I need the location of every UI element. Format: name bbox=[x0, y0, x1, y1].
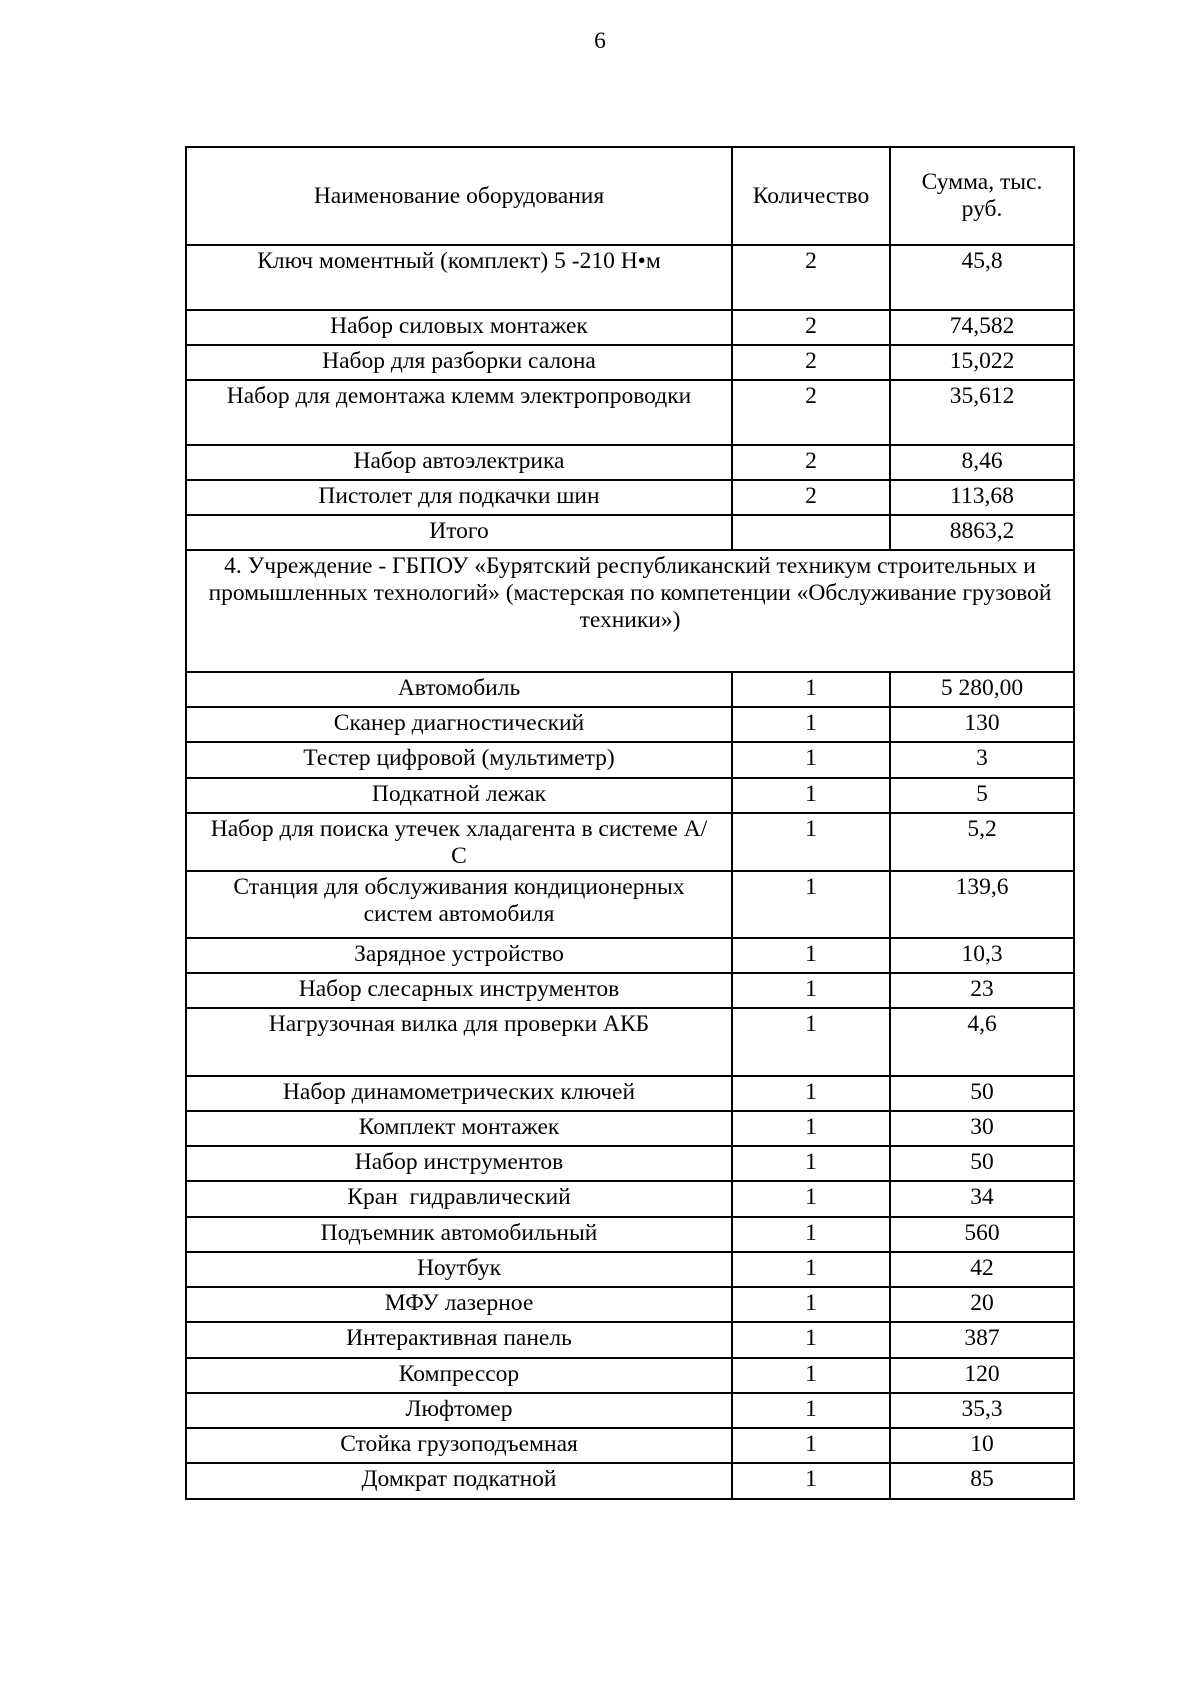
equipment-name-cell: Зарядное устройство bbox=[187, 939, 733, 974]
table-row bbox=[187, 1464, 1075, 1500]
table-row bbox=[187, 1147, 1075, 1182]
total-label: Итого bbox=[187, 516, 733, 551]
sum-cell: 50 bbox=[891, 1077, 1075, 1112]
sum-cell: 8,46 bbox=[891, 446, 1075, 481]
sum-cell: 35,3 bbox=[891, 1394, 1075, 1429]
quantity-cell: 1 bbox=[733, 743, 891, 779]
sum-cell: 10 bbox=[891, 1429, 1075, 1464]
quantity-cell: 1 bbox=[733, 1429, 891, 1464]
sum-cell: 130 bbox=[891, 708, 1075, 743]
table-row bbox=[187, 1182, 1075, 1218]
quantity-cell: 1 bbox=[733, 1253, 891, 1288]
equipment-name-cell: Набор силовых монтажек bbox=[187, 311, 733, 346]
equipment-name-cell: Подкатной лежак bbox=[187, 779, 733, 814]
total-row bbox=[187, 516, 1075, 551]
quantity-cell: 1 bbox=[733, 872, 891, 939]
equipment-name-cell: Люфтомер bbox=[187, 1394, 733, 1429]
equipment-name-cell: Стойка грузоподъемная bbox=[187, 1429, 733, 1464]
quantity-cell: 1 bbox=[733, 1009, 891, 1077]
sum-cell: 23 bbox=[891, 974, 1075, 1009]
equipment-name-cell: Подъемник автомобильный bbox=[187, 1218, 733, 1253]
equipment-name-cell: Набор для поиска утечек хладагента в системе А/С bbox=[187, 814, 733, 872]
sum-cell: 42 bbox=[891, 1253, 1075, 1288]
equipment-name-cell: Набор инструментов bbox=[187, 1147, 733, 1182]
equipment-name-cell: Нагрузочная вилка для проверки АКБ bbox=[187, 1009, 733, 1077]
table-row bbox=[187, 1112, 1075, 1147]
quantity-cell: 1 bbox=[733, 1077, 891, 1112]
equipment-table bbox=[185, 146, 1075, 1500]
quantity-cell: 1 bbox=[733, 1359, 891, 1394]
table-row bbox=[187, 246, 1075, 311]
equipment-name-cell: Сканер диагностический bbox=[187, 708, 733, 743]
quantity-cell: 1 bbox=[733, 708, 891, 743]
quantity-cell: 2 bbox=[733, 311, 891, 346]
table-row bbox=[187, 446, 1075, 481]
quantity-cell: 2 bbox=[733, 446, 891, 481]
sum-cell: 35,612 bbox=[891, 381, 1075, 446]
total-quantity-cell bbox=[733, 516, 891, 551]
sum-cell: 113,68 bbox=[891, 481, 1075, 516]
quantity-cell: 1 bbox=[733, 779, 891, 814]
table-row bbox=[187, 779, 1075, 814]
quantity-cell: 1 bbox=[733, 1288, 891, 1323]
table-row bbox=[187, 1077, 1075, 1112]
equipment-name-cell: Набор для разборки салона bbox=[187, 346, 733, 381]
sum-cell: 50 bbox=[891, 1147, 1075, 1182]
table-row bbox=[187, 974, 1075, 1009]
header-equipment-name: Наименование оборудования bbox=[187, 148, 733, 246]
quantity-cell: 1 bbox=[733, 1323, 891, 1359]
equipment-name-cell: Автомобиль bbox=[187, 673, 733, 708]
quantity-cell: 2 bbox=[733, 481, 891, 516]
sum-cell: 15,022 bbox=[891, 346, 1075, 381]
quantity-cell: 1 bbox=[733, 814, 891, 872]
quantity-cell: 1 bbox=[733, 939, 891, 974]
sum-cell: 4,6 bbox=[891, 1009, 1075, 1077]
header-quantity: Количество bbox=[733, 148, 891, 246]
table-header-row bbox=[187, 148, 1075, 246]
sum-cell: 139,6 bbox=[891, 872, 1075, 939]
equipment-name-cell: Набор слесарных инструментов bbox=[187, 974, 733, 1009]
equipment-name-cell: Тестер цифровой (мультиметр) bbox=[187, 743, 733, 779]
equipment-name-cell: Кран гидравлический bbox=[187, 1182, 733, 1218]
quantity-cell: 1 bbox=[733, 1218, 891, 1253]
table-row bbox=[187, 346, 1075, 381]
table-row bbox=[187, 1009, 1075, 1077]
page-number: 6 bbox=[594, 28, 606, 54]
table-row bbox=[187, 1429, 1075, 1464]
section-heading-row bbox=[187, 551, 1075, 673]
sum-cell: 85 bbox=[891, 1464, 1075, 1500]
table-row bbox=[187, 939, 1075, 974]
equipment-name-cell: Набор динамометрических ключей bbox=[187, 1077, 733, 1112]
sum-cell: 5 bbox=[891, 779, 1075, 814]
table-row bbox=[187, 1323, 1075, 1359]
table-row bbox=[187, 1218, 1075, 1253]
quantity-cell: 1 bbox=[733, 974, 891, 1009]
quantity-cell: 1 bbox=[733, 1182, 891, 1218]
table-row bbox=[187, 481, 1075, 516]
equipment-name-cell: Интерактивная панель bbox=[187, 1323, 733, 1359]
quantity-cell: 1 bbox=[733, 1147, 891, 1182]
sum-cell: 560 bbox=[891, 1218, 1075, 1253]
table-row bbox=[187, 311, 1075, 346]
header-sum: Сумма, тыс. руб. bbox=[891, 148, 1075, 246]
table-row bbox=[187, 381, 1075, 446]
quantity-cell: 1 bbox=[733, 1464, 891, 1500]
sum-cell: 74,582 bbox=[891, 311, 1075, 346]
table-row bbox=[187, 1359, 1075, 1394]
sum-cell: 5,2 bbox=[891, 814, 1075, 872]
equipment-name-cell: Набор для демонтажа клемм электропроводки bbox=[187, 381, 733, 446]
equipment-name-cell: Ключ моментный (комплект) 5 -210 Н•м bbox=[187, 246, 733, 311]
sum-cell: 45,8 bbox=[891, 246, 1075, 311]
quantity-cell: 2 bbox=[733, 381, 891, 446]
equipment-name-cell: Станция для обслуживания кондиционерных систем автомобиля bbox=[187, 872, 733, 939]
sum-cell: 10,3 bbox=[891, 939, 1075, 974]
equipment-name-cell: Ноутбук bbox=[187, 1253, 733, 1288]
equipment-name-cell: Домкрат подкатной bbox=[187, 1464, 733, 1500]
table-row bbox=[187, 814, 1075, 872]
table-row bbox=[187, 673, 1075, 708]
table-row bbox=[187, 1288, 1075, 1323]
sum-cell: 30 bbox=[891, 1112, 1075, 1147]
sum-cell: 120 bbox=[891, 1359, 1075, 1394]
equipment-name-cell: Пистолет для подкачки шин bbox=[187, 481, 733, 516]
table-row bbox=[187, 1253, 1075, 1288]
equipment-name-cell: Набор автоэлектрика bbox=[187, 446, 733, 481]
equipment-name-cell: Комплект монтажек bbox=[187, 1112, 733, 1147]
quantity-cell: 1 bbox=[733, 1394, 891, 1429]
quantity-cell: 1 bbox=[733, 1112, 891, 1147]
quantity-cell: 2 bbox=[733, 346, 891, 381]
quantity-cell: 1 bbox=[733, 673, 891, 708]
sum-cell: 20 bbox=[891, 1288, 1075, 1323]
table-row bbox=[187, 1394, 1075, 1429]
equipment-name-cell: Компрессор bbox=[187, 1359, 733, 1394]
sum-cell: 34 bbox=[891, 1182, 1075, 1218]
sum-cell: 387 bbox=[891, 1323, 1075, 1359]
section-heading: 4. Учреждение - ГБПОУ «Бурятский республиканский техникум строительных и промышленных технологий» (мастерская по компетенции «Обслуживание грузовой техники») bbox=[187, 551, 1075, 673]
sum-cell: 5 280,00 bbox=[891, 673, 1075, 708]
sum-cell: 3 bbox=[891, 743, 1075, 779]
total-sum: 8863,2 bbox=[891, 516, 1075, 551]
equipment-name-cell: МФУ лазерное bbox=[187, 1288, 733, 1323]
table-row bbox=[187, 743, 1075, 779]
table-row bbox=[187, 872, 1075, 939]
table-row bbox=[187, 708, 1075, 743]
quantity-cell: 2 bbox=[733, 246, 891, 311]
